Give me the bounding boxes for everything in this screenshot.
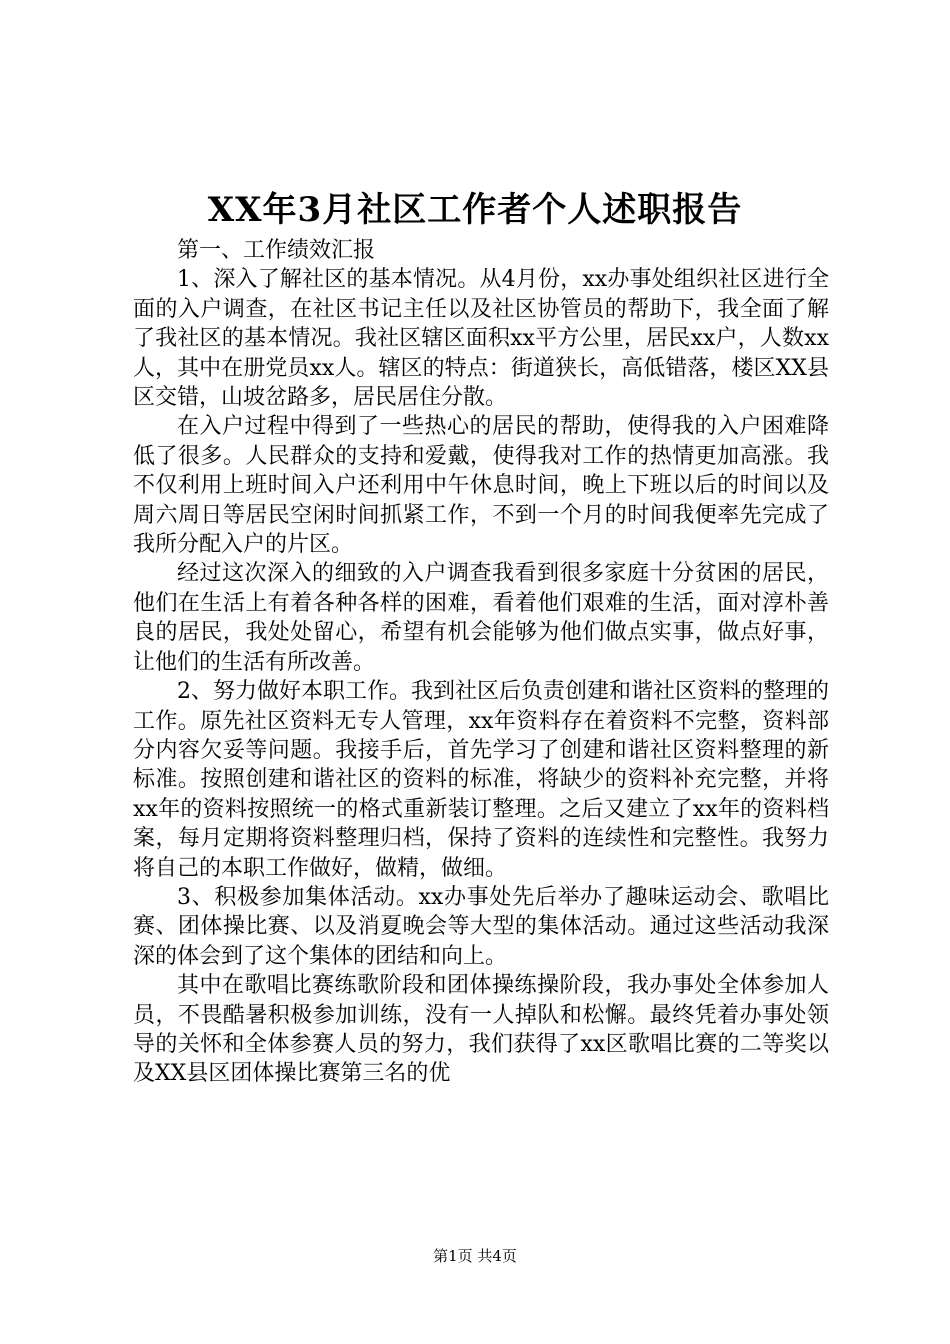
paragraph: 2、努力做好本职工作。我到社区后负责创建和谐社区资料的整理的工作。原先社区资料无专人管理，xx年资料存在着资料不完整，资料部分内容欠妥等问题。我接手后，首先学习了创建和谐社区资料整理的新标准。按照创建和谐社区的资料的标准，将缺少的资料补充完整，并将xx年的资料按照统一的格式重新装订整理。之后又建立了xx年的资料档案，每月定期将资料整理归档，保持了资料的连续性和完整性。我努力将自己的本职工作做好，做精，做细。: [133, 679, 829, 881]
paragraph: 在入户过程中得到了一些热心的居民的帮助，使得我的入户困难降低了很多。人民群众的支持和爱戴，使得我对工作的热情更加高涨。我不仅利用上班时间入户还利用中午休息时间，晚上下班以后的时间以及周六周日等居民空闲时间抓紧工作，不到一个月的时间我便率先完成了我所分配入户的片区。: [133, 414, 829, 558]
page-footer: 第1页 共4页: [433, 1247, 517, 1265]
paragraph: 3、积极参加集体活动。xx办事处先后举办了趣味运动会、歌唱比赛、团体操比赛、以及消夏晚会等大型的集体活动。通过这些活动我深深的体会到了这个集体的团结和向上。: [133, 884, 829, 969]
paragraph: 1、深入了解社区的基本情况。从4月份，xx办事处组织社区进行全面的入户调查，在社区书记主任以及社区协管员的帮助下，我全面了解了我社区的基本情况。我社区辖区面积xx平方公里，居民xx户，人数xx人，其中在册党员xx人。辖区的特点：街道狭长，高低错落，楼区XX县区交错，山坡岔路多，居民居住分散。: [133, 267, 829, 411]
document-title: XX年3月社区工作者个人述职报告: [207, 190, 743, 230]
document-body: [133, 236, 829, 1089]
paragraph: 其中在歌唱比赛练歌阶段和团体操练操阶段，我办事处全体参加人员，不畏酷暑积极参加训练，没有一人掉队和松懈。最终凭着办事处领导的关怀和全体参赛人员的努力，我们获得了xx区歌唱比赛的二等奖以及XX县区团体操比赛第三名的优: [133, 973, 829, 1087]
section-heading: 第一、工作绩效汇报: [177, 238, 376, 263]
paragraph: 经过这次深入的细致的入户调查我看到很多家庭十分贫困的居民，他们在生活上有着各种各样的困难，看着他们艰难的生活，面对淳朴善良的居民，我处处留心，希望有机会能够为他们做点实事，做点好事，让他们的生活有所改善。: [133, 561, 829, 675]
